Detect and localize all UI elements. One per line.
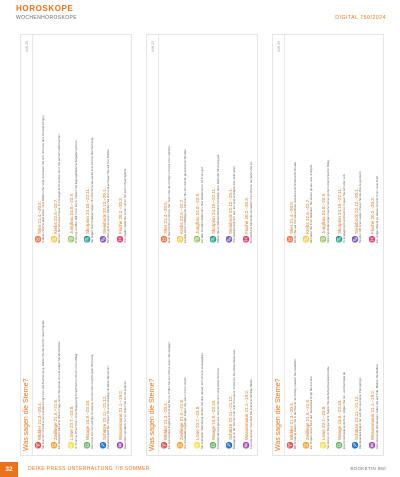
aquarius-icon: ♒	[117, 441, 124, 449]
zodiac-name: Widder 21.3.–20.4.	[36, 401, 42, 440]
zodiac-name: Wassermann 21.1.–19.2.	[118, 389, 124, 440]
zodiac-entry	[369, 246, 384, 452]
horoscope-panel-content	[21, 35, 132, 456]
aquarius-icon: ♒	[369, 441, 376, 449]
zodiac-entry	[68, 246, 84, 452]
zodiac-name: Steinbock 22.12.–20.1.	[101, 187, 107, 234]
zodiac-text: Ein Gespräch klärt eine offene Frage. Hören Sie genau hin und zeigen Sie Verständnis.	[57, 340, 62, 449]
gemini-icon: ♊	[52, 441, 59, 449]
panel-week: KW 22	[24, 41, 29, 52]
virgo-icon: ♍	[68, 235, 75, 243]
zodiac-text: Struktur hilft Ihnen weiter. Planen Sie die Woche gut durch.	[358, 169, 363, 243]
zodiac-entry	[320, 246, 336, 452]
libra-icon: ♎	[210, 441, 217, 449]
zodiac-name: Widder 21.3.–20.4.	[288, 401, 294, 440]
page-footer	[0, 462, 400, 477]
zodiac-name: Krebs 22.6.–22.7.	[178, 198, 184, 234]
zodiac-name: Jungfrau 24.8.–23.9.	[195, 192, 201, 234]
zodiac-entry	[320, 40, 336, 246]
horoscope-panels	[20, 34, 384, 456]
panel-body	[159, 35, 258, 456]
zodiac-text: Ein ruhiger Abend zu Hause schenkt Ihnen neue Kraft.	[374, 175, 379, 243]
pisces-icon: ♓	[117, 235, 124, 243]
cancer-icon: ♋	[178, 235, 185, 243]
scorpio-icon: ♏	[84, 235, 91, 243]
zodiac-entry	[210, 246, 226, 452]
zodiac-entry	[243, 246, 258, 452]
taurus-icon: ♉	[162, 235, 168, 243]
zodiac-text: Ihr Charme öffnet Türen. Eine Begegnung bringt frischen Wind in Ihren Alltag.	[73, 353, 78, 449]
zodiac-entry	[161, 246, 177, 452]
zodiac-entry	[369, 40, 384, 246]
zodiac-text: Gute Nachrichten erreichen Sie. Feiern Sie den Erfolg im Kreise Ihrer Liebsten.	[167, 145, 171, 243]
panel-week: KW 24	[276, 41, 281, 52]
zodiac-entry	[117, 40, 132, 246]
zodiac-entry	[243, 40, 258, 246]
aries-icon: ♈	[288, 441, 294, 449]
panel-week: KW 23	[150, 41, 155, 52]
zodiac-text: Achten Sie auf Ihre Gesundheit. Ausreichend Schlaf wirkt Wunder.	[293, 160, 297, 243]
publication-label: DEIKE PRESS UNTERHALTUNG 7/8 SOMMER	[28, 466, 150, 472]
zodiac-text: Reiselust packt Sie. Planen Sie einen Ausflug mit lieben Menschen.	[106, 365, 111, 449]
horoscope-panel-content	[273, 35, 384, 456]
zodiac-name: Zwillinge 21.5.–21.6.	[304, 398, 310, 440]
panel-body	[33, 35, 132, 456]
panel-title: Was sagen die Sterne?	[23, 378, 30, 451]
horoscope-panel	[20, 34, 132, 456]
zodiac-text: Freunde suchen Ihren Rat. Sie sind eine wichtige Stütze.	[248, 378, 253, 449]
zodiac-text: Familie steht im Mittelpunkt. Nehmen Sie sich Zeit für gemeinsame Stunden.	[183, 148, 188, 243]
zodiac-entry	[303, 246, 319, 452]
zodiac-text: Mit Schwung starten Sie in die Woche. Ein Erfolg motiviert Sie zusätzlich.	[293, 358, 297, 449]
zodiac-name: Stier 21.4.–20.5.	[36, 200, 42, 234]
zodiac-text: Ihre Geduld zahlt sich aus. Ein lang verfolgtes Ziel rückt näher.	[232, 165, 237, 243]
horoscope-panel	[146, 34, 258, 456]
cancer-icon: ♋	[52, 235, 59, 243]
zodiac-name: Skorpion 24.10.–22.11.	[337, 187, 343, 234]
zodiac-text: Romantische Momente verzaubern Ihre Woche. Genießen Sie es.	[248, 161, 253, 243]
zodiac-entry	[352, 246, 368, 452]
zodiac-name: Schütze 23.11.–21.12.	[101, 395, 107, 440]
sagittarius-icon: ♐	[101, 441, 108, 449]
taurus-icon: ♉	[288, 235, 294, 243]
zodiac-text: Kleine Veränderungen machen einen großen Unterschied im Alltag.	[325, 159, 330, 243]
leo-icon: ♌	[68, 441, 75, 449]
panel-header	[21, 35, 33, 456]
zodiac-text: In dieser Woche läuft vieles rund. Bleiben Sie ruhig und lassen Sie sich nicht aus dem Konzept bringen.	[41, 114, 45, 243]
sagittarius-icon: ♐	[227, 441, 234, 449]
capricorn-icon: ♑	[227, 235, 234, 243]
zodiac-name: Stier 21.4.–20.5.	[162, 200, 168, 234]
zodiac-entry	[177, 246, 193, 452]
panel-header	[147, 35, 159, 456]
leo-icon: ♌	[320, 441, 327, 449]
zodiac-entry	[210, 40, 226, 246]
zodiac-name: Löwe 23.7.–23.8.	[195, 405, 201, 440]
zodiac-text: Sie stehen im Rampenlicht. Nutzen Sie die Aufmerksamkeit positiv.	[325, 366, 330, 449]
zodiac-name: Widder 21.3.–20.4.	[162, 401, 168, 440]
zodiac-name: Fische 20.2.–20.3.	[370, 196, 376, 234]
zodiac-text: Neue Ideen sprudeln nur so. Teilen Sie sie mit anderen.	[122, 380, 127, 449]
capricorn-icon: ♑	[101, 235, 108, 243]
zodiac-entry	[226, 40, 242, 246]
zodiac-text: Vertrauen Sie Ihren Gefühlen. Sie wissen genau, was richtig ist.	[309, 164, 314, 243]
zodiac-entry	[194, 40, 210, 246]
zodiac-name: Waage 24.9.–23.10.	[85, 399, 91, 440]
zodiac-entry	[51, 40, 67, 246]
zodiac-name: Zwillinge 21.5.–21.6.	[178, 398, 184, 440]
zodiac-text: Bewegung an der frischen Luft hebt Ihre Laune. Probieren Sie etwas Neues aus.	[232, 349, 237, 449]
zodiac-text: Harmonie ist Ihnen wichtig. Ein kleiner Kompromiss sorgt für gute Stimmung.	[89, 353, 94, 449]
pisces-icon: ♓	[243, 235, 250, 243]
zodiac-entry	[336, 246, 352, 452]
zodiac-entry	[117, 246, 132, 452]
zodiac-name: Steinbock 22.12.–20.1.	[227, 187, 233, 234]
aquarius-icon: ♒	[243, 441, 250, 449]
panel-title: Was sagen die Sterne?	[149, 378, 156, 451]
zodiac-entry	[84, 246, 100, 452]
zodiac-name: Stier 21.4.–20.5.	[288, 200, 294, 234]
zodiac-entry	[177, 40, 193, 246]
zodiac-entry	[84, 40, 100, 246]
section-subtitle: WOCHENHOROSKOPE	[16, 15, 78, 21]
pisces-icon: ♓	[369, 235, 376, 243]
aries-icon: ♈	[36, 441, 42, 449]
gemini-icon: ♊	[304, 441, 311, 449]
zodiac-name: Jungfrau 24.8.–23.9.	[321, 192, 327, 234]
zodiac-text: Sie kommen schnell voran und das bringt Ihnen viel Anerkennung. Nutzen Sie die Zeit für neue Projekte.	[41, 319, 45, 449]
zodiac-entry	[35, 40, 51, 246]
zodiac-name: Löwe 23.7.–23.8.	[69, 405, 75, 440]
zodiac-entry	[287, 40, 303, 246]
zodiac-entry	[35, 246, 51, 452]
leo-icon: ♌	[194, 441, 201, 449]
section-title: HOROSKOPE	[16, 4, 74, 13]
zodiac-entry	[287, 246, 303, 452]
zodiac-text: Ein Projekt nimmt Fahrt auf. Teamarbeit bringt Sie ans Ziel.	[309, 375, 314, 449]
aries-icon: ♈	[162, 441, 168, 449]
virgo-icon: ♍	[320, 235, 327, 243]
zodiac-entry	[161, 40, 177, 246]
zodiac-text: Gönnen Sie sich eine Pause. Ihre Energie kehrt zurück, wenn Sie auf sich selbst achten.	[57, 133, 62, 243]
footer-code: BOOKETIN 850	[350, 466, 386, 471]
horoscope-panel-content	[147, 35, 258, 456]
page-number: 32	[0, 462, 18, 477]
zodiac-text: Sie zeigen Durchhaltevermögen. Am Wochenende wartet eine schöne Überraschung.	[89, 137, 94, 243]
zodiac-text: Finanziell sieht es gut aus. Gönnen Sie sich ruhig etwas Schönes.	[215, 367, 220, 449]
zodiac-name: Waage 24.9.–23.10.	[337, 399, 343, 440]
sagittarius-icon: ♐	[353, 441, 360, 449]
panel-header	[273, 35, 285, 456]
zodiac-text: Sie sind voller Tatendrang. Achten Sie aber darauf, sich nicht zu verausgaben.	[199, 352, 204, 449]
zodiac-name: Löwe 23.7.–23.8.	[321, 405, 327, 440]
zodiac-text: Ihre Kreativität ist gefragt. Zeigen Sie, was in Ihnen steckt.	[183, 376, 188, 449]
zodiac-text: Überraschende Wendungen halten Sie auf Trab. Bleiben Sie flexibel.	[374, 363, 379, 449]
zodiac-text: Abenteuerlust liegt in der Luft. Ein spontaner Plan gelingt.	[358, 377, 363, 449]
virgo-icon: ♍	[194, 235, 201, 243]
horoscope-panel	[272, 34, 384, 456]
zodiac-entry	[303, 40, 319, 246]
zodiac-name: Krebs 22.6.–22.7.	[52, 198, 58, 234]
zodiac-text: Beruflich geht es voran. Bleiben Sie dran und vertrauen Sie auf Ihre Stärken.	[106, 148, 111, 243]
taurus-icon: ♉	[36, 235, 42, 243]
cancer-icon: ♋	[304, 235, 311, 243]
zodiac-entry	[352, 40, 368, 246]
zodiac-name: Krebs 22.6.–22.7.	[304, 198, 310, 234]
zodiac-entry	[336, 40, 352, 246]
zodiac-name: Zwillinge 21.5.–21.6.	[52, 398, 58, 440]
zodiac-entry	[194, 246, 210, 452]
zodiac-text: Klären Sie ein Missverständnis frühzeitig, dann bleibt die Stimmung gut.	[215, 154, 220, 243]
zodiac-name: Waage 24.9.–23.10.	[211, 399, 217, 440]
zodiac-text: Ihr Engagement wird belohnt. Freuen Sie sich über Lob.	[341, 173, 346, 243]
zodiac-entry	[226, 246, 242, 452]
zodiac-text: Ordnung schaffen fällt Ihnen leicht. Packen Sie liegengebliebene Aufgaben jetzt an.	[73, 139, 78, 243]
zodiac-name: Wassermann 21.1.–19.2.	[370, 389, 376, 440]
zodiac-text: Ein spannendes Angebot kommt auf Sie zu. Prüfen Sie es in Ruhe, bevor Sie zusagen.	[167, 341, 171, 449]
zodiac-entry	[51, 246, 67, 452]
zodiac-name: Schütze 23.11.–21.12.	[227, 395, 233, 440]
zodiac-text: Ein alter Kontakt meldet sich. Das Wiedersehen tut Ihnen gut.	[199, 166, 204, 243]
zodiac-entry	[100, 40, 116, 246]
zodiac-name: Skorpion 24.10.–22.11.	[211, 187, 217, 234]
zodiac-text: Eine Entscheidung steht an. Wägen Sie Vor- und Nachteile ab.	[341, 371, 346, 449]
zodiac-name: Wassermann 21.1.–19.2.	[244, 389, 250, 440]
zodiac-entry	[100, 246, 116, 452]
panel-title: Was sagen die Sterne?	[275, 378, 282, 451]
capricorn-icon: ♑	[353, 235, 360, 243]
gemini-icon: ♊	[178, 441, 185, 449]
scorpio-icon: ♏	[210, 235, 217, 243]
page-header	[16, 4, 386, 26]
zodiac-name: Schütze 23.11.–21.12.	[353, 395, 359, 440]
issue-label: DIGITAL 750/2024	[335, 15, 386, 21]
scorpio-icon: ♏	[336, 235, 343, 243]
zodiac-name: Fische 20.2.–20.3.	[244, 196, 250, 234]
libra-icon: ♎	[84, 441, 91, 449]
panel-body	[285, 35, 384, 456]
zodiac-name: Skorpion 24.10.–22.11.	[85, 187, 91, 234]
zodiac-name: Steinbock 22.12.–20.1.	[353, 187, 359, 234]
zodiac-entry	[68, 40, 84, 246]
zodiac-text: Ihre Intuition leitet Sie sicher. Hören Sie auf Ihr Bauchgefühl.	[122, 168, 127, 243]
zodiac-name: Fische 20.2.–20.3.	[118, 196, 124, 234]
zodiac-name: Jungfrau 24.8.–23.9.	[69, 192, 75, 234]
libra-icon: ♎	[336, 441, 343, 449]
